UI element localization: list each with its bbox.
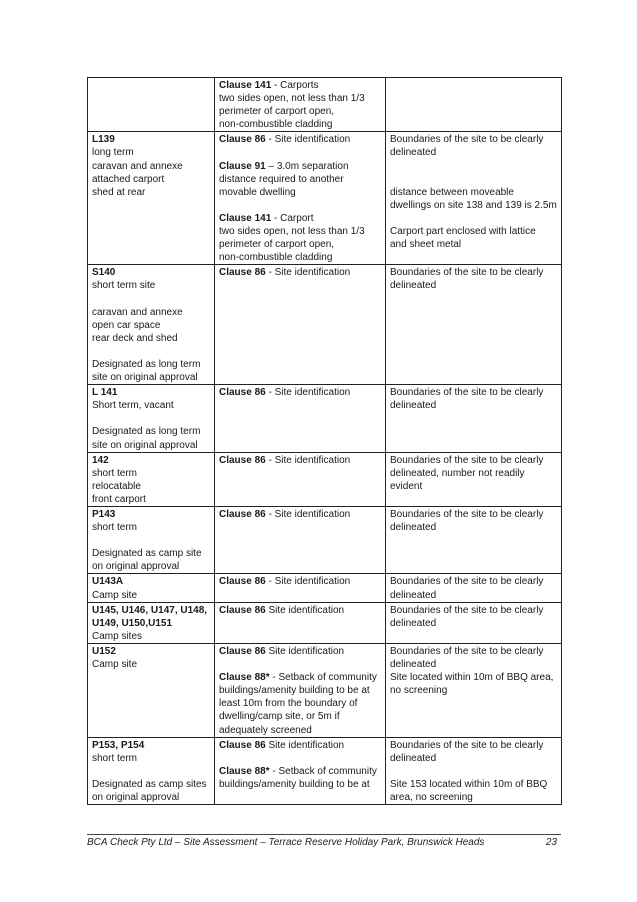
clause-title: Site identification (265, 645, 345, 657)
clause-label: Clause 88* (219, 672, 270, 684)
clause-cell (215, 643, 386, 737)
site-detail: Short term, vacant (92, 400, 174, 412)
clause-title: Site identification (265, 604, 345, 616)
clause-cell (215, 385, 386, 452)
finding-text: Carport part enclosed with lattice (390, 226, 536, 238)
table-row (88, 132, 562, 265)
clause-cell (215, 132, 386, 265)
site-detail: Camp sites (92, 630, 143, 642)
finding-cell (386, 385, 562, 452)
finding-text: no screening (390, 685, 448, 697)
site-detail: short term (92, 467, 138, 479)
clause-cell (215, 78, 386, 132)
clause-heading (219, 604, 381, 617)
clause-heading (219, 160, 381, 173)
clause-text: dwelling/camp site, or 5m if (219, 711, 340, 723)
finding-text: Site 153 located within 10m of BBQ (390, 778, 548, 790)
clause-title: - Site identification (265, 576, 351, 588)
clause-label: Clause 86 (219, 387, 266, 399)
table-row (88, 643, 562, 737)
finding-cell (386, 574, 562, 602)
site-detail: relocatable (92, 480, 141, 492)
finding-text: delineated (390, 522, 437, 534)
finding-text: evident (390, 480, 423, 492)
clause-heading (219, 454, 381, 467)
finding-text: Boundaries of the site to be clearly (390, 739, 544, 751)
clause-title: - Carport (271, 212, 314, 224)
finding-text: delineated (390, 617, 437, 629)
finding-cell (386, 602, 562, 643)
finding-text: delineated (390, 400, 437, 412)
site-detail: site on original approval (92, 439, 198, 451)
clause-label: Clause 88* (219, 765, 270, 777)
finding-cell (386, 643, 562, 737)
finding-text: Boundaries of the site to be clearly (390, 645, 544, 657)
clause-label: Clause 141 (219, 212, 272, 224)
finding-text: distance between moveable (390, 186, 514, 198)
clause-heading (219, 133, 381, 146)
clause-text: non-combustible cladding (219, 252, 333, 264)
site-detail: on original approval (92, 561, 180, 573)
site-detail: Camp site (92, 589, 138, 601)
clause-cell (215, 265, 386, 385)
site-id: 142 (92, 454, 109, 466)
site-detail: long term (92, 147, 134, 159)
site-detail: Designated as long term (92, 358, 201, 370)
page-number: 23 (545, 837, 557, 848)
site-cell (88, 265, 215, 385)
clause-title: - Site identification (265, 454, 351, 466)
site-detail: short term (92, 522, 138, 534)
site-detail: short term site (92, 280, 156, 292)
clause-heading (219, 266, 381, 279)
clause-text: perimeter of carport open, (219, 106, 335, 118)
clause-heading (219, 739, 381, 752)
clause-label: Clause 141 (219, 80, 272, 91)
clause-heading (219, 212, 381, 225)
clause-heading (219, 386, 381, 399)
table-row (88, 265, 562, 385)
site-id: U152 (92, 645, 116, 657)
finding-text: delineated (390, 280, 437, 292)
site-detail: site on original approval (92, 372, 198, 384)
table-row (88, 602, 562, 643)
finding-text: delineated (390, 752, 437, 764)
clause-cell (215, 507, 386, 574)
finding-text: dwellings on site 138 and 139 is 2.5m (390, 199, 557, 211)
clause-title: – 3.0m separation (265, 160, 349, 172)
clause-label: Clause 86 (219, 604, 266, 616)
site-detail: on original approval (92, 791, 180, 803)
clause-text: distance required to another (219, 173, 344, 185)
clause-title: - Carports (271, 80, 319, 91)
finding-cell (386, 78, 562, 132)
clause-text: two sides open, not less than 1/3 (219, 226, 365, 238)
clause-title: Site identification (265, 739, 345, 751)
assessment-table (87, 77, 562, 805)
site-detail: attached carport (92, 173, 165, 185)
clause-cell (215, 602, 386, 643)
clause-heading (219, 671, 381, 684)
finding-text: delineated (390, 589, 437, 601)
finding-text: Boundaries of the site to be clearly (390, 134, 544, 146)
clause-text: buildings/amenity building to be at (219, 685, 370, 697)
clause-text: least 10m from the boundary of (219, 698, 358, 710)
finding-text: Boundaries of the site to be clearly (390, 454, 544, 466)
finding-text: Boundaries of the site to be clearly (390, 267, 544, 279)
finding-cell (386, 265, 562, 385)
clause-label: Clause 91 (219, 160, 266, 172)
clause-heading (219, 575, 381, 588)
clause-label: Clause 86 (219, 454, 266, 466)
clause-text: buildings/amenity building to be at (219, 778, 370, 790)
site-cell (88, 574, 215, 602)
clause-title: - Site identification (265, 267, 351, 279)
footer-document-title: BCA Check Pty Ltd – Site Assessment – Terrace Reserve Holiday Park, Brunswick Heads (87, 837, 485, 848)
site-cell (88, 737, 215, 804)
finding-text: delineated (390, 147, 437, 159)
site-cell (88, 78, 215, 132)
site-detail: rear deck and shed (92, 332, 178, 344)
site-id: U149, U150,U151 (92, 617, 173, 629)
clause-label: Clause 86 (219, 509, 266, 520)
finding-text: and sheet metal (390, 239, 462, 251)
site-detail: Camp site (92, 659, 138, 671)
clause-heading (219, 79, 381, 92)
clause-label: Clause 86 (219, 134, 266, 146)
clause-label: Clause 86 (219, 739, 266, 751)
site-detail: caravan and annexe (92, 306, 183, 318)
site-id: P153, P154 (92, 739, 145, 751)
site-id: S140 (92, 267, 116, 279)
site-cell (88, 602, 215, 643)
site-detail: open car space (92, 319, 161, 331)
clause-title: - Site identification (265, 509, 351, 520)
table-row (88, 574, 562, 602)
site-cell (88, 452, 215, 506)
clause-text: perimeter of carport open, (219, 239, 335, 251)
site-id: U145, U146, U147, U148, (92, 604, 208, 616)
finding-text: Site located within 10m of BBQ area, (390, 672, 554, 684)
clause-label: Clause 86 (219, 576, 266, 588)
finding-text: delineated, number not readily (390, 467, 525, 479)
finding-text: delineated (390, 659, 437, 671)
finding-cell (386, 737, 562, 804)
site-id: P143 (92, 509, 116, 520)
site-id: U143A (92, 576, 124, 588)
finding-text: Boundaries of the site to be clearly (390, 604, 544, 616)
table-row (88, 385, 562, 452)
table-row (88, 507, 562, 574)
site-id: L 141 (92, 387, 118, 399)
clause-text: non-combustible cladding (219, 119, 333, 131)
finding-cell (386, 132, 562, 265)
table-row (88, 452, 562, 506)
clause-text: movable dwelling (219, 186, 296, 198)
site-cell (88, 507, 215, 574)
site-detail: front carport (92, 493, 146, 505)
site-id: L139 (92, 134, 115, 146)
site-detail: Designated as camp sites (92, 778, 207, 790)
clause-heading (219, 645, 381, 658)
site-cell (88, 643, 215, 737)
clause-heading (219, 508, 381, 521)
clause-title: - Site identification (265, 134, 351, 146)
clause-cell (215, 574, 386, 602)
clause-cell (215, 452, 386, 506)
clause-title: - Setback of community (269, 672, 377, 684)
clause-label: Clause 86 (219, 645, 266, 657)
clause-cell (215, 737, 386, 804)
table-row (88, 737, 562, 804)
clause-label: Clause 86 (219, 267, 266, 279)
clause-text: adequately screened (219, 724, 312, 736)
clause-heading (219, 765, 381, 778)
table-row (88, 78, 562, 132)
site-detail: shed at rear (92, 186, 146, 198)
finding-text: Boundaries of the site to be clearly (390, 509, 544, 520)
clause-title: - Setback of community (269, 765, 377, 777)
clause-title: - Site identification (265, 387, 351, 399)
finding-text: Boundaries of the site to be clearly (390, 576, 544, 588)
finding-cell (386, 507, 562, 574)
finding-text: Boundaries of the site to be clearly (390, 387, 544, 399)
finding-cell (386, 452, 562, 506)
clause-text: two sides open, not less than 1/3 (219, 93, 365, 105)
footer-divider (87, 834, 561, 835)
assessment-table-body (88, 78, 562, 805)
site-cell (88, 132, 215, 265)
site-detail: short term (92, 752, 138, 764)
finding-text: area, no screening (390, 791, 473, 803)
site-detail: Designated as long term (92, 426, 201, 438)
site-detail: caravan and annexe (92, 160, 183, 172)
site-cell (88, 385, 215, 452)
site-detail: Designated as camp site (92, 548, 202, 560)
